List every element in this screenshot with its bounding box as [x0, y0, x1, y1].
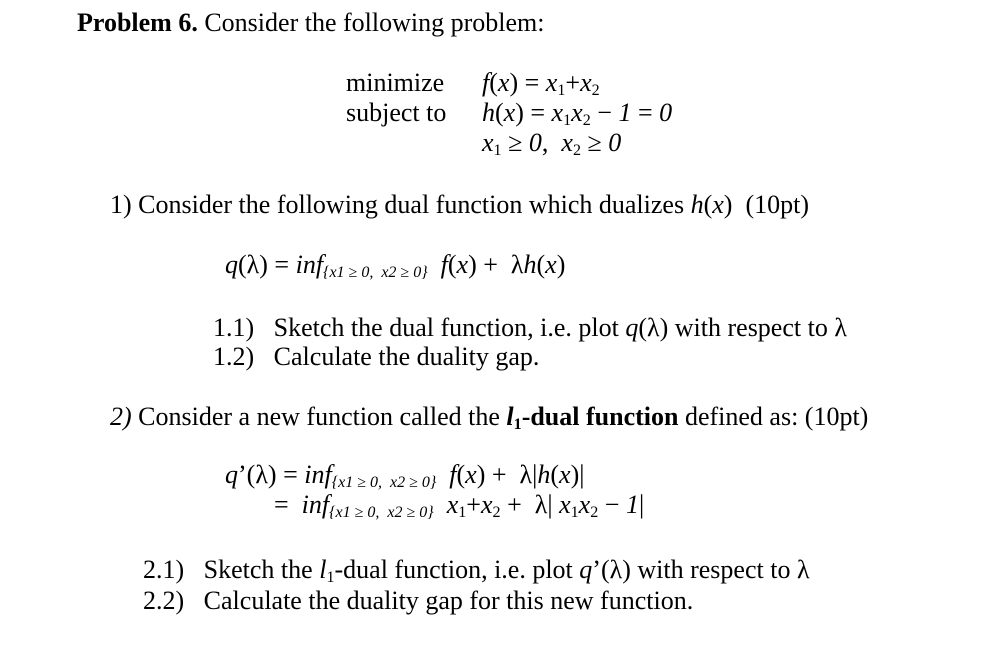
equality-constraint: $h(x) = x_1x_2 - 1 = 0$	[482, 98, 673, 130]
dual-function-equation: q(λ) = inf{x1 ≥ 0, x2 ≥ 0} f(x) + λh(x)	[225, 250, 566, 281]
minimize-label: minimize	[346, 68, 445, 97]
objective-function: $f(x) = x_1+x_2$	[482, 68, 600, 100]
l1-dual-equation-line2: = inf{x1 ≥ 0, x2 ≥ 0} $x_1+x_2 + \lambda|$ $x_1x_2 - 1|$	[274, 490, 645, 522]
subject-to-label: subject to	[346, 98, 447, 127]
subquestion-1-1: 1.1) Sketch the dual function, i.e. plot q(λ) with respect to λ	[213, 313, 847, 342]
part-2-prompt: 2) Consider a new function called the $l_1$-dual function defined as: (10pt)	[110, 402, 869, 434]
problem-number: Problem 6.	[77, 8, 198, 37]
subquestion-2-1: 2.1) Sketch the $l_1$-dual function, i.e. plot q’(λ) with respect to λ	[143, 555, 810, 587]
problem-heading	[77, 10, 544, 36]
l1-dual-equation-line1: q’(λ) = inf{x1 ≥ 0, x2 ≥ 0} f(x) + λ|h(x)|	[225, 460, 585, 491]
problem-intro: Consider the following problem:	[204, 8, 545, 37]
subquestion-1-2: 1.2) Calculate the duality gap.	[213, 342, 540, 371]
nonnegativity-constraints: $x_1 \ge 0$, $x_2 \ge 0$	[482, 128, 622, 160]
subquestion-2-2: 2.2) Calculate the duality gap for this new function.	[143, 586, 694, 615]
part-1-prompt: 1) Consider the following dual function which dualizes h(x) (10pt)	[110, 190, 809, 219]
